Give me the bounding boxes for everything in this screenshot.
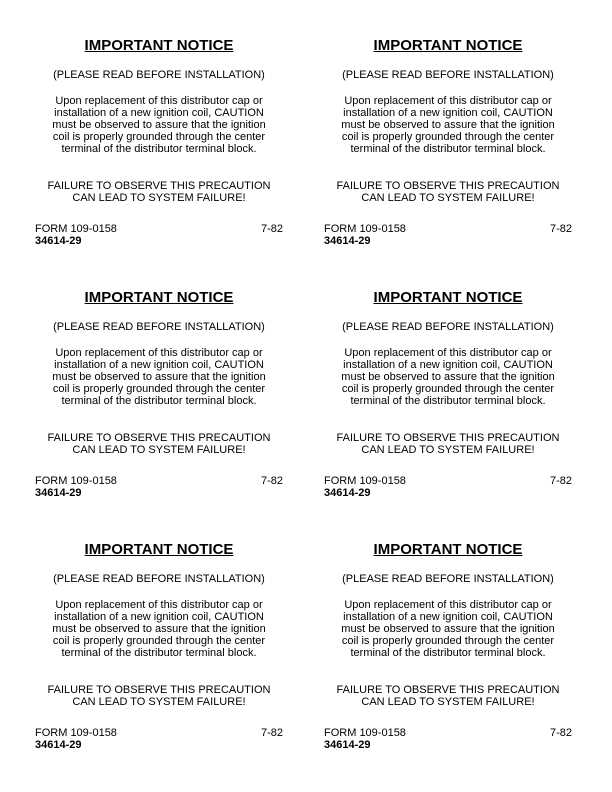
notice-body <box>31 95 287 155</box>
notice-body <box>320 599 576 659</box>
notice-body-line: terminal of the distributor terminal block. <box>350 395 546 407</box>
notice-title-wrap <box>35 289 283 306</box>
notice-title-wrap <box>35 541 283 558</box>
notice-title: IMPORTANT NOTICE <box>373 541 523 558</box>
notice-subtitle: (PLEASE READ BEFORE INSTALLATION) <box>342 573 554 585</box>
form-number: FORM 109-0158 <box>324 475 406 487</box>
notice-title: IMPORTANT NOTICE <box>373 289 523 306</box>
notice-body-line: must be observed to assure that the ignition <box>341 371 555 383</box>
notice-body-line: coil is properly grounded through the center <box>341 131 555 143</box>
notice-warning <box>31 180 287 204</box>
notice-title-wrap <box>324 541 572 558</box>
part-number: 34614-29 <box>324 739 371 751</box>
notice-title-wrap <box>35 37 283 54</box>
notice-card <box>324 289 572 519</box>
notice-body-line: must be observed to assure that the ignition <box>341 623 555 635</box>
notice-body-line: Upon replacement of this distributor cap or <box>344 95 552 107</box>
form-number: FORM 109-0158 <box>35 475 117 487</box>
notice-subtitle: (PLEASE READ BEFORE INSTALLATION) <box>342 69 554 81</box>
notice-body-line: coil is properly grounded through the center <box>341 635 555 647</box>
notice-warning-line: FAILURE TO OBSERVE THIS PRECAUTION <box>47 180 271 192</box>
notice-body-line: installation of a new ignition coil, CAUTION <box>343 359 553 371</box>
notice-body-line: terminal of the distributor terminal block. <box>61 395 257 407</box>
notice-body-line: terminal of the distributor terminal block. <box>61 647 257 659</box>
notice-body-line: coil is properly grounded through the center <box>52 383 266 395</box>
notice-body <box>31 347 287 407</box>
notice-subtitle: (PLEASE READ BEFORE INSTALLATION) <box>53 573 265 585</box>
notice-body-line: must be observed to assure that the ignition <box>52 371 266 383</box>
notice-warning-line: CAN LEAD TO SYSTEM FAILURE! <box>72 696 246 708</box>
notice-body-line: Upon replacement of this distributor cap or <box>55 347 263 359</box>
notice-warning-line: FAILURE TO OBSERVE THIS PRECAUTION <box>336 432 560 444</box>
notice-body-line: terminal of the distributor terminal block. <box>61 143 257 155</box>
notice-subtitle: (PLEASE READ BEFORE INSTALLATION) <box>53 321 265 333</box>
notice-warning-line: FAILURE TO OBSERVE THIS PRECAUTION <box>47 432 271 444</box>
form-date: 7-82 <box>549 727 572 739</box>
notice-subtitle: (PLEASE READ BEFORE INSTALLATION) <box>53 69 265 81</box>
notice-warning-line: CAN LEAD TO SYSTEM FAILURE! <box>361 192 535 204</box>
part-number: 34614-29 <box>35 739 82 751</box>
notice-body-line: Upon replacement of this distributor cap or <box>344 599 552 611</box>
notice-warning <box>320 684 576 708</box>
form-date: 7-82 <box>260 223 283 235</box>
notice-body-line: installation of a new ignition coil, CAUTION <box>343 107 553 119</box>
form-date: 7-82 <box>549 475 572 487</box>
notice-card <box>324 541 572 771</box>
notice-body <box>320 95 576 155</box>
notice-body-line: coil is properly grounded through the center <box>52 635 266 647</box>
notice-body <box>31 599 287 659</box>
notice-title: IMPORTANT NOTICE <box>84 289 234 306</box>
notice-body-line: Upon replacement of this distributor cap or <box>344 347 552 359</box>
notice-body-line: must be observed to assure that the ignition <box>52 119 266 131</box>
notice-title-wrap <box>324 37 572 54</box>
notice-warning <box>320 432 576 456</box>
notice-card <box>324 37 572 267</box>
notice-card <box>35 37 283 267</box>
notice-body-line: coil is properly grounded through the center <box>341 383 555 395</box>
notice-body-line: installation of a new ignition coil, CAUTION <box>54 107 264 119</box>
part-number: 34614-29 <box>324 235 371 247</box>
form-number: FORM 109-0158 <box>324 727 406 739</box>
notice-warning-line: CAN LEAD TO SYSTEM FAILURE! <box>72 444 246 456</box>
notice-title: IMPORTANT NOTICE <box>84 37 234 54</box>
notice-title: IMPORTANT NOTICE <box>84 541 234 558</box>
notice-warning-line: CAN LEAD TO SYSTEM FAILURE! <box>72 192 246 204</box>
form-date: 7-82 <box>260 727 283 739</box>
notice-body-line: installation of a new ignition coil, CAUTION <box>54 611 264 623</box>
notice-warning-line: FAILURE TO OBSERVE THIS PRECAUTION <box>47 684 271 696</box>
notice-title: IMPORTANT NOTICE <box>373 37 523 54</box>
form-date: 7-82 <box>549 223 572 235</box>
part-number: 34614-29 <box>35 235 82 247</box>
part-number: 34614-29 <box>324 487 371 499</box>
notice-body-line: coil is properly grounded through the center <box>52 131 266 143</box>
notice-subtitle: (PLEASE READ BEFORE INSTALLATION) <box>342 321 554 333</box>
notice-body-line: Upon replacement of this distributor cap or <box>55 599 263 611</box>
form-number: FORM 109-0158 <box>324 223 406 235</box>
form-date: 7-82 <box>260 475 283 487</box>
form-number: FORM 109-0158 <box>35 727 117 739</box>
notice-card <box>35 541 283 771</box>
notice-body-line: terminal of the distributor terminal block. <box>350 143 546 155</box>
form-number: FORM 109-0158 <box>35 223 117 235</box>
notice-warning <box>31 684 287 708</box>
notice-body <box>320 347 576 407</box>
notice-warning <box>31 432 287 456</box>
notice-warning-line: FAILURE TO OBSERVE THIS PRECAUTION <box>336 684 560 696</box>
notice-title-wrap <box>324 289 572 306</box>
notice-warning <box>320 180 576 204</box>
notice-card <box>35 289 283 519</box>
notice-warning-line: CAN LEAD TO SYSTEM FAILURE! <box>361 696 535 708</box>
notice-body-line: Upon replacement of this distributor cap or <box>55 95 263 107</box>
notice-body-line: must be observed to assure that the ignition <box>52 623 266 635</box>
notice-body-line: installation of a new ignition coil, CAUTION <box>54 359 264 371</box>
notice-warning-line: FAILURE TO OBSERVE THIS PRECAUTION <box>336 180 560 192</box>
notice-body-line: installation of a new ignition coil, CAUTION <box>343 611 553 623</box>
part-number: 34614-29 <box>35 487 82 499</box>
notice-body-line: must be observed to assure that the ignition <box>341 119 555 131</box>
notice-body-line: terminal of the distributor terminal block. <box>350 647 546 659</box>
notice-warning-line: CAN LEAD TO SYSTEM FAILURE! <box>361 444 535 456</box>
